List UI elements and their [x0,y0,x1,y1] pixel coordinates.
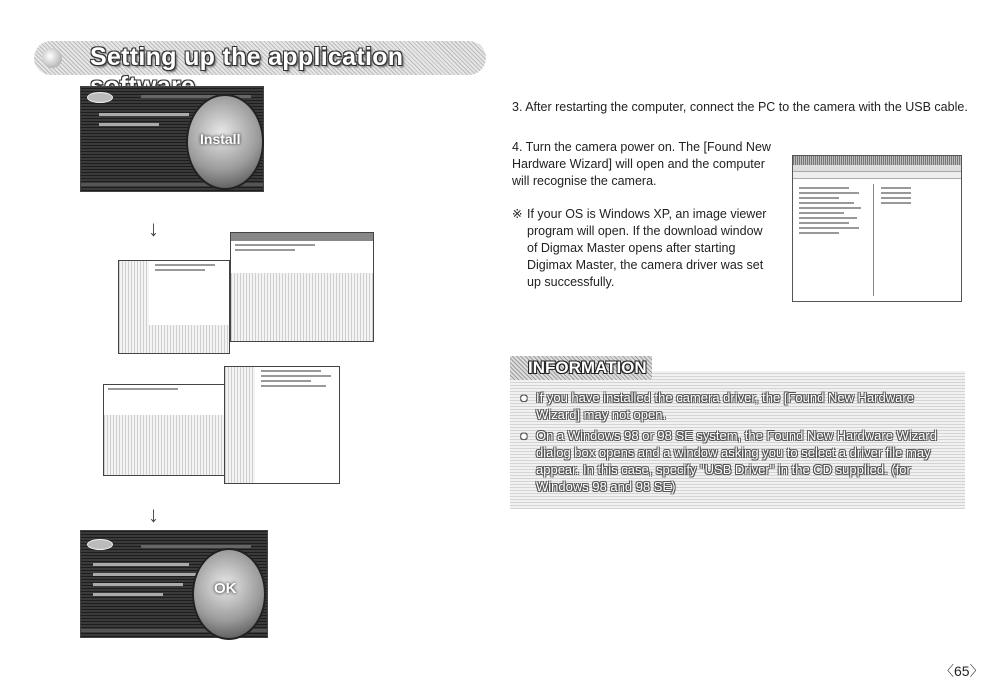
note-symbol-icon: ※ [512,207,523,221]
down-arrow-icon: ↓ [148,216,159,241]
wizard-right-screenshot [224,366,340,484]
wizard-front-screenshot [118,260,230,354]
note [512,206,772,291]
page-title: Setting up the application [90,43,404,71]
information-heading: INFORMATION [528,358,647,377]
samsung-logo-icon [87,92,113,103]
bullet-icon [42,48,62,68]
information-list [510,371,965,495]
section-banner [34,41,486,75]
page-number: 〈65〉 [940,663,984,679]
wizard-left-screenshot [103,384,239,476]
step-3-text: 3. After restarting the computer, connect the PC to the camera with the USB cable. [512,99,968,114]
explorer-screenshot [792,155,962,302]
install-button[interactable]: Install [186,94,264,190]
information-heading-tab [510,356,652,380]
wizard-back-screenshot [230,232,374,342]
note-text: If your OS is Windows XP, an image viewer program will open. If the download window of Digmax Master opens after starting Digimax Master, the camera driver was set up successfully. [527,207,767,289]
down-arrow-icon: ↓ [148,502,159,527]
information-item: ● On a Windows 98 or 98 SE system, the Found New Hardware Wizard dialog box opens and a window asking you to select a driver file may appear. In this case, specify "USB Driver" in the CD supplied. (for Windows 98 and 98 SE) [536,427,955,495]
information-item: ● If you have installed the camera driver, the [Found New Hardware Wizard] may not open. [536,389,955,423]
ok-button[interactable]: OK [192,548,266,640]
step-4-text: 4. Turn the camera power on. The [Found New Hardware Wizard] will open and the computer will recognise the camera. [512,139,771,188]
samsung-logo-icon [87,539,113,550]
information-box [510,371,965,509]
